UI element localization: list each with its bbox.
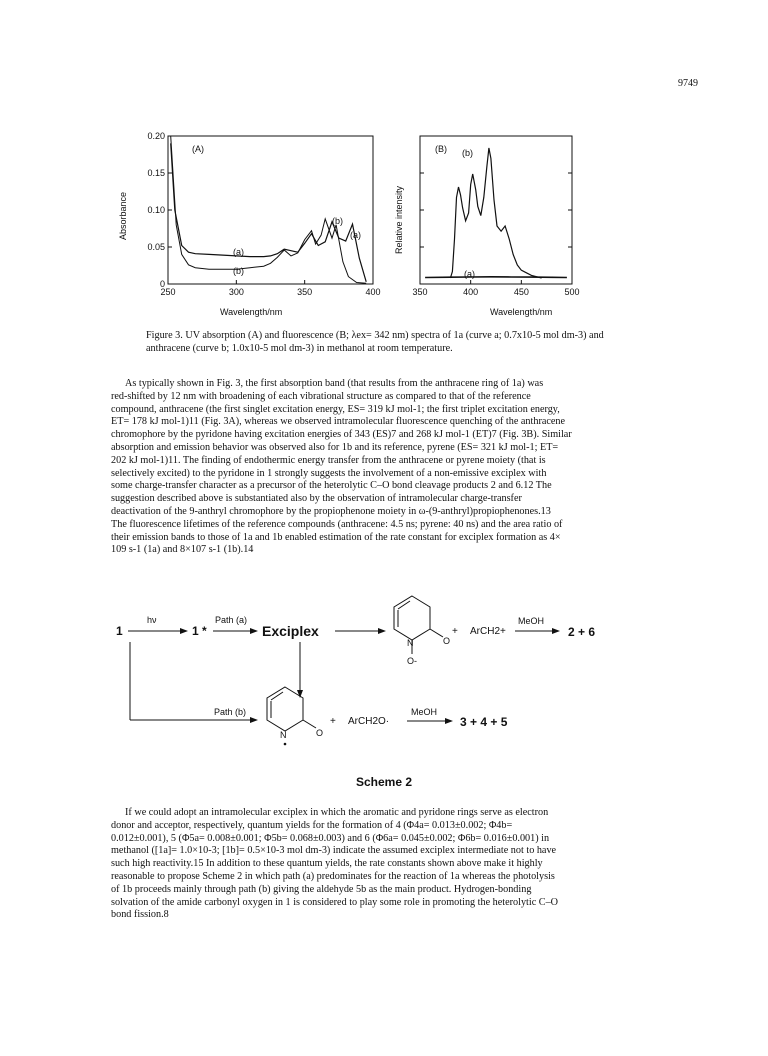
body-line: suggestion described above is substantiated also by the observation of intramolecular charge-transfer [111, 493, 522, 505]
scheme-title: Scheme 2 [355, 775, 413, 789]
body-line: donor and acceptor, respectively, quantum yields for the formation of 4 (Φ4a= 0.013±0.002; Φ4b= [111, 819, 513, 831]
panel-b-curve-b-label: (b) [462, 148, 473, 158]
series-line-a [171, 143, 367, 281]
y-tick-label: 0.05 [147, 242, 165, 252]
x-tick-label: 350 [412, 287, 428, 297]
arrow-meoh-b-head [445, 718, 453, 724]
panel-a-label: (A) [192, 144, 204, 154]
panel-a-series [171, 136, 367, 283]
body-line: As typically shown in Fig. 3, the first absorption band (that results from the anthracene ring of 1a) was [125, 378, 544, 389]
x-tick-label: 250 [160, 287, 176, 297]
atom-n-bottom: N [280, 730, 287, 740]
body-line: reasonable to propose Scheme 2 in which path (a) predominates for the reaction of 1a whereas the photolysis [111, 870, 555, 882]
panel-a-curve-b-label-peak: (b) [332, 216, 343, 226]
scheme-solvent-a: MeOH [518, 616, 545, 626]
atom-o-top: O [443, 636, 451, 646]
scheme-path-a: Path (a) [215, 615, 248, 625]
figure-3 [110, 128, 650, 328]
panel-a-xlabel: Wavelength/nm [220, 307, 283, 317]
scheme-reagent-a: ArCH2+ [470, 626, 506, 637]
body-line: some charge-transfer character as a precursor of the heterolytic C–O bond cleavage products 2 and 6.12 The [111, 480, 552, 492]
figure-caption [146, 330, 646, 355]
arrow-hv-head [180, 628, 188, 634]
arrow-exciplex-head [378, 628, 386, 634]
y-tick-label: 0.20 [147, 131, 165, 141]
series-line-b [450, 148, 541, 278]
panel-a-curve-a-label-peak: (a) [350, 230, 361, 240]
y-tick-label: 0.15 [147, 168, 165, 178]
body-line: compound, anthracene (the first singlet excitation energy, ES= 319 kJ mol-1; the first triplet excitation energy, [111, 403, 560, 415]
atom-o-minus: O- [407, 656, 417, 666]
panel-a-ticks [147, 131, 380, 297]
scheme-products-a: 2 + 6 [568, 625, 596, 639]
panel-b-xlabel: Wavelength/nm [490, 307, 553, 317]
x-tick-label: 400 [365, 287, 381, 297]
body-line: 0.012±0.001), 5 (Φ5a= 0.008±0.001; Φ5b= 0.068±0.003) and 6 (Φ6a= 0.045±0.002; Φ6b= 0.016±0.001) in [111, 832, 550, 844]
panel-a-ylabel: Absorbance [118, 191, 128, 240]
arrow-path-a-head [250, 628, 258, 634]
arrow-meoh-a-head [552, 628, 560, 634]
scheme-2 [110, 580, 655, 780]
page-number: 9749 [678, 78, 698, 89]
body-line: 109 s-1 (1a) and 8×107 s-1 (1b).14 [111, 544, 254, 556]
panel-b-frame [420, 136, 572, 284]
panel-b-ylabel: Relative intensity [394, 185, 404, 254]
scheme-plus-2: + [330, 716, 336, 727]
panel-b-label: (B) [435, 144, 447, 154]
body-paragraph-1 [111, 378, 656, 557]
body-line: chromophore by the pyridone having excitation energies of 343 (ES)7 and 268 kJ mol-1 (ET)7 (Fig. 3B). Similar [111, 429, 572, 441]
scheme-start: 1 [116, 624, 123, 638]
body-line: deactivation of the 9-anthryl chromophore by the propiophenone moiety in ω-(9-anthryl)propiophenones.13 [111, 505, 551, 517]
arrow-path-b-head [250, 717, 258, 723]
panel-a-frame [168, 136, 373, 284]
x-tick-label: 450 [513, 287, 529, 297]
panel-b-curve-a-label: (a) [464, 269, 475, 279]
exciplex-down-head [297, 690, 303, 698]
body-line: The fluorescence lifetimes of the reference compounds (anthracene: 4.5 ns; pyrene: 40 ns) and the area ratio of [111, 518, 563, 530]
panel-a-curve-b-label-low: (b) [233, 266, 244, 276]
scheme-reagent-b: ArCH2O· [348, 716, 390, 727]
body-line: If we could adopt an intramolecular exciplex in which the aromatic and pyridone rings serve as electron [125, 807, 549, 818]
body-line: bond fission.8 [111, 909, 169, 921]
scheme-exciplex: Exciplex [262, 623, 319, 639]
body-line: selectively excited) to the pyridone in 1 strongly suggests the involvement of a non-emissive exciplex with [111, 467, 547, 479]
body-line: such high reactivity.15 In addition to these quantum yields, the rate constants shown above make it highly [111, 858, 543, 870]
x-tick-label: 350 [297, 287, 313, 297]
body-paragraph-2 [111, 807, 656, 922]
body-line: absorption and emission behavior was observed also for 1b and its reference, pyrene (ES= 321 kJ mol-1; ET= [111, 441, 559, 453]
x-tick-label: 300 [228, 287, 244, 297]
scheme-solvent-b: MeOH [411, 707, 438, 717]
body-line: methanol ([1a]= 1.0×10-3; [1b]= 0.5×10-3 mol dm-3) indicate the assumed exciplex intermediate not to have [111, 845, 557, 857]
atom-o-bottom: O [316, 728, 324, 738]
body-line: ET= 178 kJ mol-1)11 (Fig. 3A), whereas we observed intramolecular fluorescence quenching of the anthracene [111, 416, 566, 428]
x-tick-label: 400 [463, 287, 479, 297]
body-line: solvation of the amide carbonyl oxygen in 1 is considered to play some role in promoting the heterolytic C–O [111, 896, 559, 908]
atom-n-top: N [407, 638, 414, 648]
panel-b-series [425, 148, 567, 278]
panel-a-curve-a-label: (a) [233, 247, 244, 257]
figure-caption-text: Figure 3. UV absorption (A) and fluorescence (B; λex= 342 nm) spectra of 1a (curve a; 0.7x10-5 mol dm-3) and anthracene (curve b; 1.0x10-5 mol dm-3) in methanol at room temperature. [146, 330, 604, 354]
panel-b-ticks [412, 173, 579, 297]
body-line: 202 kJ mol-1)11. The finding of endothermic energy transfer from the anthracene or pyrene moiety (that is [111, 454, 546, 466]
scheme-plus-1: + [452, 626, 458, 637]
y-tick-label: 0.10 [147, 205, 165, 215]
pyridone-radical-structure [267, 687, 323, 745]
x-tick-label: 500 [564, 287, 580, 297]
series-line-b [171, 136, 367, 283]
pyridone-oxide-structure [394, 596, 450, 666]
y-tick-label: 0 [159, 279, 165, 289]
body-line: of 1b proceeds mainly through path (b) giving the aldehyde 5b as the main product. Hydrogen-bonding [111, 883, 532, 895]
scheme-excited: 1 * [192, 624, 207, 638]
scheme-path-b: Path (b) [214, 707, 247, 717]
body-line: red-shifted by 12 nm with broadening of each vibrational structure as compared to that of the reference [111, 390, 531, 402]
scheme-products-b: 3 + 4 + 5 [460, 715, 508, 729]
body-line: their emission bands to those of 1a and 1b enabled estimation of the rate constant for exciplex formation as 4× [111, 531, 561, 543]
figure-3-svg [110, 128, 650, 328]
scheme-hv: hν [147, 615, 157, 625]
scheme-2-svg [110, 580, 655, 780]
series-line-a [425, 277, 567, 278]
